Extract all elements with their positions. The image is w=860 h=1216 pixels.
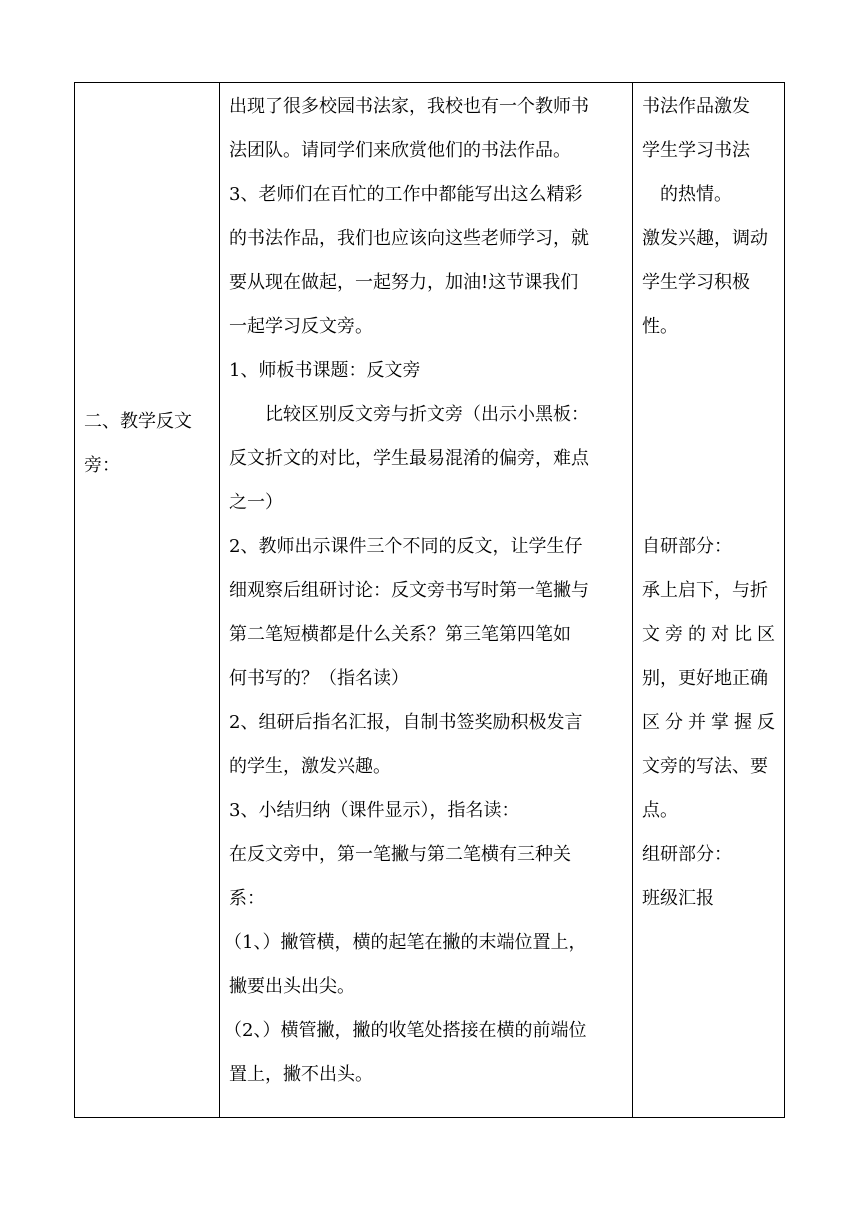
section-title-line2: 旁：	[84, 455, 120, 476]
process-line: 何书写的？（指名读）	[229, 668, 409, 689]
section-title-line1: 二、教学反文	[84, 411, 192, 432]
section-title-cell	[75, 83, 219, 1117]
process-line: 细观察后组研讨论：反文旁书写时第一笔撇与	[229, 580, 589, 601]
process-line: 的学生，激发兴趣。	[229, 756, 391, 777]
process-line: 法团队。请同学们来欣赏他们的书法作品。	[229, 140, 571, 161]
process-line: 之一）	[229, 492, 283, 513]
intent-line	[642, 393, 784, 437]
intent-line: 学生学习积极	[642, 272, 750, 293]
intent-line: 点。	[642, 800, 678, 821]
process-line: 要从现在做起，一起努力，加油!这节课我们	[229, 272, 579, 293]
intent-line	[642, 437, 784, 481]
intent-line: 文旁的写法、要	[642, 756, 768, 777]
process-line: 的书法作品，我们也应该向这些老师学习，就	[229, 228, 589, 249]
process-line: 系：	[229, 888, 265, 909]
process-line: （2、）横管撇，撇的收笔处搭接在横的前端位	[224, 1020, 587, 1041]
intent-line: 自研部分：	[642, 536, 732, 557]
intent-line: 别，更好地正确	[642, 668, 768, 689]
intent-line: 学生学习书法	[642, 140, 750, 161]
process-line: 撇要出头出尖。	[229, 976, 355, 997]
process-line: 第二笔短横都是什么关系？第三笔第四笔如	[229, 624, 571, 645]
intent-line: 激发兴趣，调动	[642, 228, 768, 249]
process-line: 一起学习反文旁。	[229, 316, 373, 337]
intent-line: 书法作品激发	[642, 96, 750, 117]
intent-line: 性。	[642, 316, 678, 337]
process-line: 比较区别反文旁与折文旁（出示小黑板：	[229, 404, 589, 425]
design-intent-cell	[633, 83, 784, 1117]
process-line: 3、小结归纳（课件显示），指名读：	[229, 800, 520, 821]
process-line: 2、教师出示课件三个不同的反文，让学生仔	[229, 536, 583, 557]
process-line: 反文折文的对比，学生最易混淆的偏旁，难点	[229, 448, 589, 469]
process-line: 1、师板书课题：反文旁	[229, 360, 421, 381]
intent-line: 承上启下，与折	[642, 580, 768, 601]
intent-line: 的热情。	[642, 184, 732, 205]
intent-line: 班级汇报	[642, 888, 714, 909]
process-line: 2、组研后指名汇报，自制书签奖励积极发言	[229, 712, 583, 733]
process-line: 出现了很多校园书法家，我校也有一个教师书	[229, 96, 589, 117]
process-line: 3、老师们在百忙的工作中都能写出这么精彩	[229, 184, 583, 205]
process-line: （1、）撇管横，横的起笔在撇的末端位置上，	[224, 932, 587, 953]
intent-line	[642, 481, 784, 525]
process-line: 置上，撇不出头。	[229, 1064, 373, 1085]
intent-line: 区分并掌握反	[642, 712, 780, 733]
intent-line: 组研部分：	[642, 844, 732, 865]
lesson-plan-table	[74, 82, 785, 1118]
intent-line	[642, 349, 784, 393]
intent-line: 文旁的对比区	[642, 624, 780, 645]
teaching-process-cell	[220, 83, 632, 1117]
process-line: 在反文旁中，第一笔撇与第二笔横有三种关	[229, 844, 571, 865]
